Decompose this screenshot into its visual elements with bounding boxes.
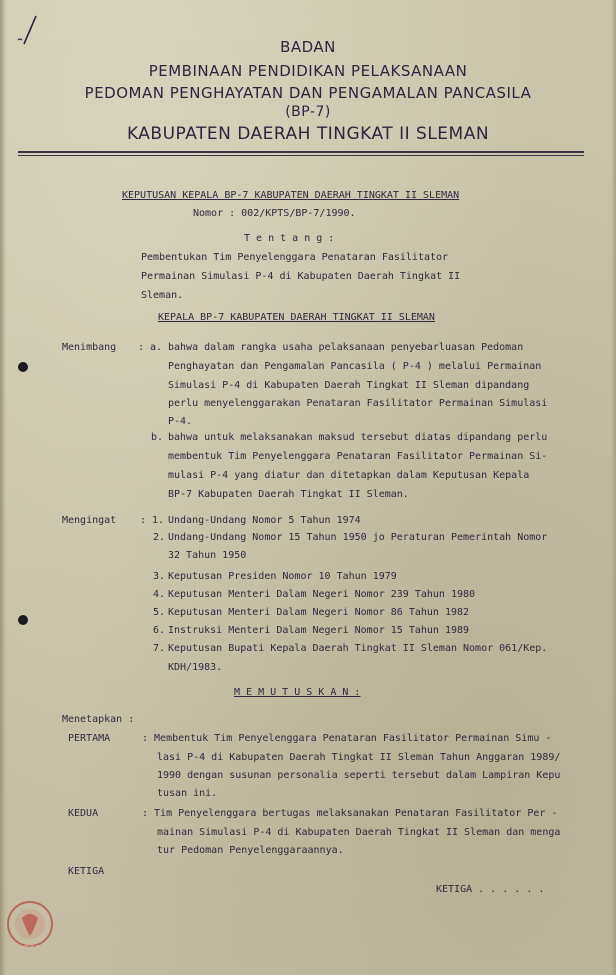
decree-subject-line: Permainan Simulasi P-4 di Kabupaten Daerah Tingkat II [141, 271, 461, 282]
kedua-line: : Tim Penyelenggara bertugas melaksanakan Penataran Fasilitator Per - [142, 808, 558, 819]
memutuskan-heading: M E M U T U S K A N : [234, 687, 361, 698]
mengingat-item-line: KDH/1983. [168, 662, 223, 673]
mengingat-marker: 2. [153, 532, 166, 543]
mengingat-marker: 6. [153, 625, 166, 636]
menimbang-marker-b: b. [151, 432, 164, 443]
letterhead-line-1: BADAN [280, 38, 336, 56]
mengingat-label: Mengingat [62, 515, 117, 526]
binder-hole [18, 362, 28, 372]
decree-number: Nomor : 002/KPTS/BP-7/1990. [193, 208, 356, 219]
mengingat-item-line: Undang-Undang Nomor 5 Tahun 1974 [168, 515, 361, 526]
menetapkan-label: Menetapkan : [62, 714, 135, 725]
page-edge-right [611, 0, 616, 975]
kedua-label: KEDUA [68, 808, 99, 819]
menimbang-a-line: Penghayatan dan Pengamalan Pancasila ( P-4 ) melalui Permainan [168, 361, 542, 372]
mengingat-item-line: Keputusan Menteri Dalam Negeri Nomor 86 Tahun 1982 [168, 607, 470, 618]
mengingat-marker: 7. [153, 643, 166, 654]
mengingat-marker: 4. [153, 589, 166, 600]
pertama-line: lasi P-4 di Kabupaten Daerah Tingkat II Sleman Tahun Anggaran 1989/ [157, 752, 561, 763]
binder-hole [18, 615, 28, 625]
decree-subject-line: Pembentukan Tim Penyelenggara Penataran Fasilitator [141, 252, 449, 263]
letterhead-line-5: KABUPATEN DAERAH TINGKAT II SLEMAN [126, 124, 490, 144]
page-edge-left [0, 0, 6, 975]
kedua-line: tur Pedoman Penyelenggaraannya. [157, 845, 344, 856]
letterhead-rule-thick [18, 151, 584, 153]
letterhead-line-2: PEMBINAAN PENDIDIKAN PELAKSANAAN [148, 62, 468, 80]
ketiga-label: KETIGA [68, 866, 105, 877]
menimbang-marker-a: : a. [138, 342, 163, 353]
menimbang-b-line: membentuk Tim Penyelenggara Penataran Fasilitator Permainan Si- [168, 451, 548, 462]
letterhead-rule-thin [18, 155, 584, 156]
decree-subject-line: Sleman. [141, 290, 184, 301]
stamp-text-line: DPAD [16, 944, 44, 953]
mengingat-item-line: Keputusan Bupati Kepala Daerah Tingkat II Sleman Nomor 061/Kep. [168, 643, 548, 654]
menimbang-a-line: P-4. [168, 416, 193, 427]
menimbang-a-line: perlu menyelenggarakan Penataran Fasilitator Permainan Simulasi [168, 398, 548, 409]
mengingat-marker: : 1. [140, 515, 165, 526]
stamp-text-line: DIY [21, 955, 39, 964]
pertama-line: 1990 dengan susunan personalia seperti tersebut dalam Lampiran Kepu [157, 770, 561, 781]
letterhead-line-4: (BP-7) [285, 104, 331, 120]
mengingat-item-line: Keputusan Presiden Nomor 10 Tahun 1979 [168, 571, 397, 582]
decree-issuer: KEPALA BP-7 KABUPATEN DAERAH TINGKAT II SLEMAN [158, 312, 435, 323]
continuation-catchword: KETIGA . . . . . . [436, 884, 545, 895]
pertama-label: PERTAMA [68, 733, 111, 744]
mengingat-item-line: Keputusan Menteri Dalam Negeri Nomor 239 Tahun 1980 [168, 589, 476, 600]
mengingat-item-line: 32 Tahun 1950 [168, 550, 247, 561]
pertama-line: tusan ini. [157, 788, 218, 799]
kedua-line: mainan Simulasi P-4 di Kabupaten Daerah Tingkat II Sleman dan menga [157, 827, 561, 838]
mengingat-item-line: Instruksi Menteri Dalam Negeri Nomor 15 Tahun 1989 [168, 625, 470, 636]
pertama-line: : Membentuk Tim Penyelenggara Penataran Fasilitator Permainan Simu - [142, 733, 552, 744]
menimbang-b-line: bahwa untuk melaksanakan maksud tersebut diatas dipandang perlu [168, 432, 548, 443]
menimbang-b-line: BP-7 Kabupaten Daerah Tingkat II Sleman. [168, 489, 409, 500]
menimbang-b-line: mulasi P-4 yang diatur dan ditetapkan dalam Keputusan Kepala [168, 470, 530, 481]
menimbang-a-line: bahwa dalam rangka usaha pelaksanaan penyebarluasan Pedoman [168, 342, 524, 353]
decree-about: T e n t a n g : [244, 233, 335, 244]
mengingat-marker: 5. [153, 607, 166, 618]
menimbang-label: Menimbang [62, 342, 117, 353]
mengingat-item-line: Undang-Undang Nomor 15 Tahun 1950 jo Peraturan Pemerintah Nomor [168, 532, 548, 543]
letterhead-line-3: PEDOMAN PENGHAYATAN DAN PENGAMALAN PANCASILA [84, 84, 532, 102]
decree-title: KEPUTUSAN KEPALA BP-7 KABUPATEN DAERAH TINGKAT II SLEMAN [122, 190, 460, 201]
menimbang-a-line: Simulasi P-4 di Kabupaten Daerah Tingkat II Sleman dipandang [168, 380, 530, 391]
mengingat-marker: 3. [153, 571, 166, 582]
